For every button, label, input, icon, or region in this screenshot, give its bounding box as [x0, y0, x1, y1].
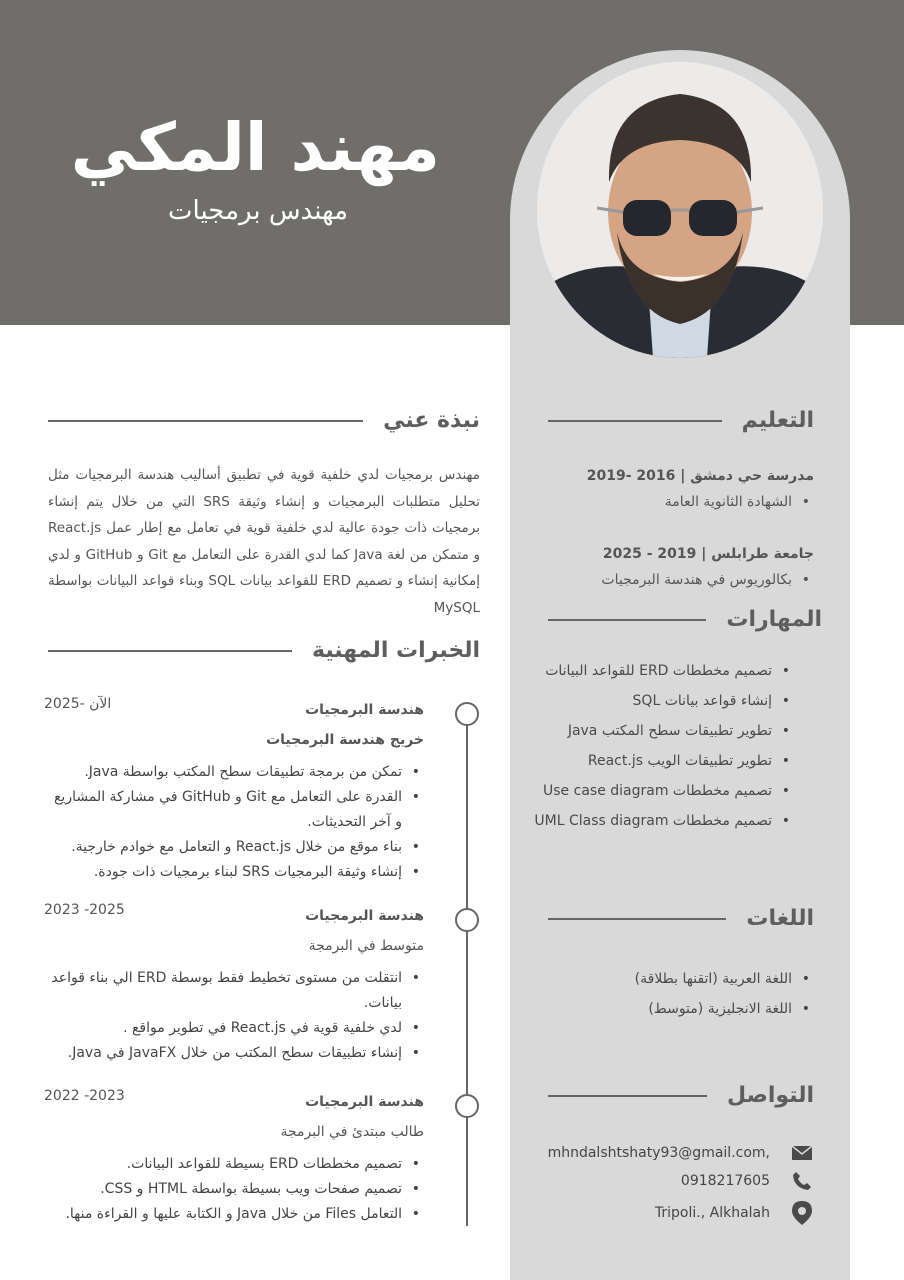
- contact-address: Tripoli., Alkhalah: [654, 1205, 770, 1221]
- skills-title: المهارات: [726, 607, 822, 632]
- contact-email-row: [548, 1141, 814, 1165]
- contact-title: التواصل: [726, 1083, 814, 1108]
- timeline-dot: [455, 1094, 479, 1118]
- skills-list: [534, 656, 794, 836]
- location-pin-icon: [790, 1201, 814, 1225]
- job-point: • تصميم مخططات ERD بسيطة للقواعد البيانات.: [44, 1152, 424, 1177]
- skill-item: • تطوير تطبيقات سطح المكتب Java: [534, 716, 794, 746]
- contact-address-row: [655, 1201, 814, 1225]
- job-point: • تمكن من برمجة تطبيقات سطح المكتب بواسطة Java.: [44, 760, 424, 785]
- timeline-dot: [455, 908, 479, 932]
- job-entry: [44, 696, 424, 885]
- education-item: [587, 468, 814, 510]
- job-points: [44, 1152, 424, 1227]
- skills-heading: [548, 607, 822, 632]
- contact-phone[interactable]: 0918217605: [680, 1173, 770, 1189]
- skill-item: • تصميم مخططات ERD للقواعد البيانات: [534, 656, 794, 686]
- experience-title: الخبرات المهنية: [311, 638, 480, 663]
- education-item-detail: • بكالوريوس في هندسة البرمجيات: [601, 572, 814, 588]
- job-point: • بناء موقع من خلال React.js و التعامل مع خوادم خارجية.: [44, 835, 424, 860]
- education-item: [601, 546, 814, 588]
- job-role: خريج هندسة البرمجيات: [266, 732, 424, 748]
- job-point: • التعامل Files من خلال Java و الكتابة عليها و القراءة منها.: [44, 1202, 424, 1227]
- language-item: • اللغة الانجليزية (متوسط): [635, 994, 814, 1024]
- about-title: نبذة عني: [383, 408, 480, 433]
- skill-item: • تصميم مخططات UML Class diagram: [534, 806, 794, 836]
- about-rule: [48, 420, 363, 422]
- contact-phone-row: [681, 1169, 814, 1193]
- job-point: • انتقلت من مستوى تخطيط فقط بوسطة ERD الي بناء قواعد بيانات.: [44, 966, 424, 1016]
- education-item-detail: • الشهادة الثانوية العامة: [587, 494, 814, 510]
- job-point: • تصميم صفحات ويب بسيطة بواسطة HTML و CSS.: [44, 1177, 424, 1202]
- job-point: • إنشاء وثيقة البرمجيات SRS لبناء برمجيات ذات جودة.: [44, 860, 424, 885]
- job-date: 2023 -2025: [44, 902, 125, 918]
- education-item-title: مدرسة حي دمشق | 2016 -2019: [586, 468, 814, 484]
- about-heading: [48, 408, 480, 433]
- full-name: مهند المكي: [70, 109, 440, 186]
- contact-rule: [548, 1095, 707, 1097]
- language-item: • اللغة العربية (اتقنها بطلاقة): [635, 964, 814, 994]
- skill-item: • تصميم مخططات Use case diagram: [534, 776, 794, 806]
- job-point: • لدي خلفية قوية في React.js في تطوير مواقع .: [44, 1016, 424, 1041]
- job-entry: [44, 1088, 424, 1227]
- experience-rule: [48, 650, 292, 652]
- profile-photo: [537, 62, 823, 358]
- education-rule: [548, 420, 722, 422]
- job-point: • القدرة على التعامل مع Git و GitHub في مشاركة المشاريع و آخر التحديثات.: [44, 785, 424, 835]
- job-role: طالب مبتدئ في البرمجة: [280, 1124, 424, 1140]
- mail-icon: [790, 1141, 814, 1165]
- about-text: مهندس برمجيات لدي خلفية قوية في تطبيق أساليب هندسة البرمجيات مثل تحليل متطلبات البرمجيات و إنشاء وثيقة SRS التي من خلال يتم إنشاء برمجيات ذات جودة عالية لدي خلفية قوية في تعامل مع إطار عمل React.js و متمكن من لغة Java كما لدي القدرة على التعامل مع Git و GitHub و لدي إمكانية إنشاء و تصميم ERD للقواعد بيانات SQL وبناء قواعد البيانات بواسطة MySQL: [48, 467, 480, 616]
- skill-item: • إنشاء قواعد بيانات SQL: [534, 686, 794, 716]
- job-role: متوسط في البرمجة: [308, 938, 424, 954]
- languages-rule: [548, 918, 726, 920]
- languages-title: اللغات: [746, 906, 814, 931]
- job-points: [44, 966, 424, 1066]
- contact-heading: [548, 1083, 814, 1108]
- languages-heading: [548, 906, 814, 931]
- job-title: مهندس برمجيات: [168, 196, 348, 226]
- timeline-line: [466, 714, 468, 1226]
- experience-heading: [48, 638, 480, 663]
- skills-rule: [548, 619, 706, 621]
- job-date: 2025- الآن: [44, 696, 112, 712]
- education-heading: [548, 408, 814, 433]
- timeline-dot: [455, 702, 479, 726]
- skill-item: • تطوير تطبيقات الويب React.js: [534, 746, 794, 776]
- job-points: [44, 760, 424, 885]
- job-date: 2022 -2023: [44, 1088, 125, 1104]
- education-item-title: جامعة طرابلس | 2019 - 2025: [602, 546, 814, 562]
- phone-icon: [790, 1169, 814, 1193]
- job-company: هندسة البرمجيات: [305, 702, 424, 718]
- job-company: هندسة البرمجيات: [305, 908, 424, 924]
- job-point: • إنشاء تطبيقات سطح المكتب من خلال JavaFX في Java.: [44, 1041, 424, 1066]
- languages-list: [635, 964, 814, 1024]
- education-title: التعليم: [741, 408, 814, 433]
- job-company: هندسة البرمجيات: [305, 1094, 424, 1110]
- job-entry: [44, 902, 424, 1066]
- contact-email[interactable]: mhndalshtshaty93@gmail.com,: [547, 1145, 770, 1161]
